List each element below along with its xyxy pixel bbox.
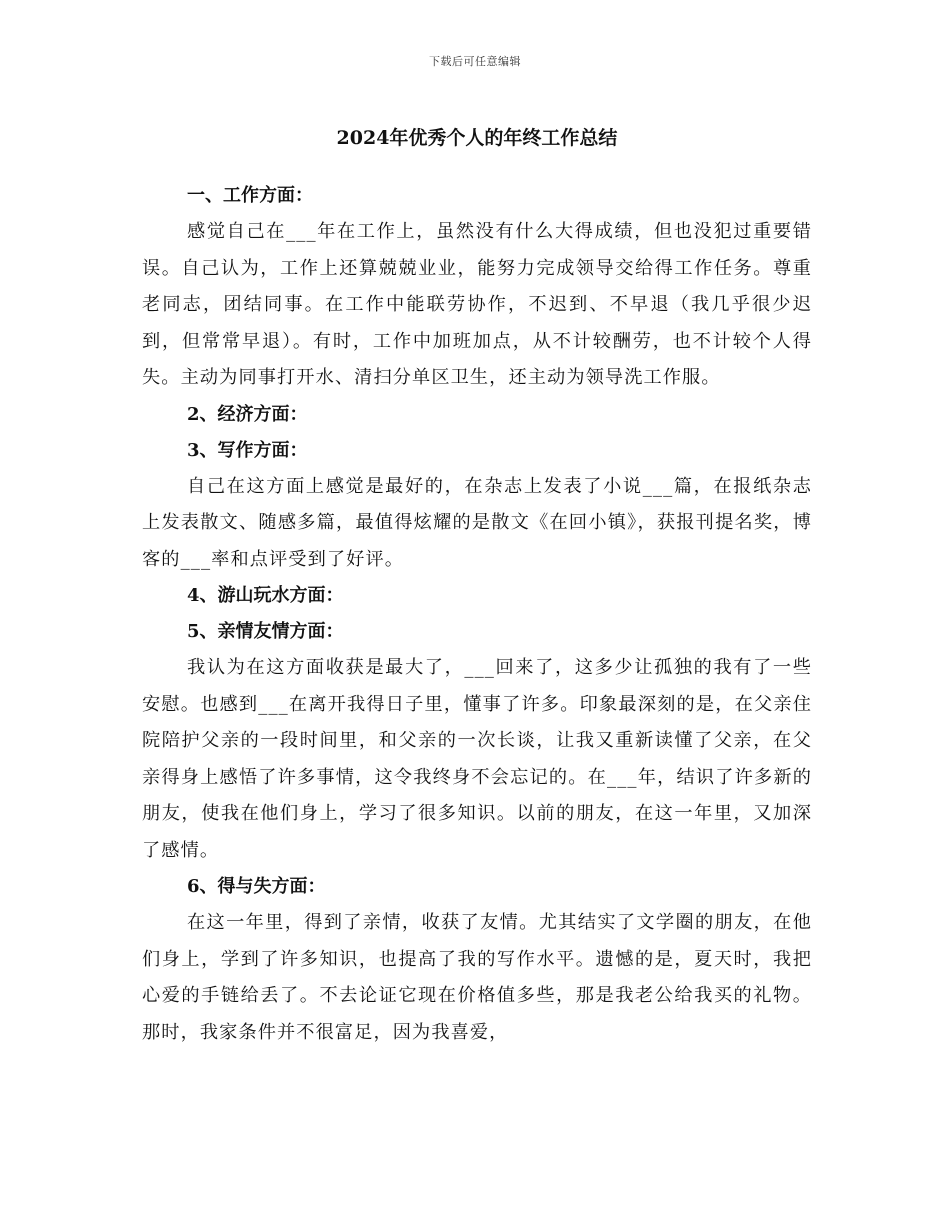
section-heading-work: 一、工作方面： (187, 185, 313, 206)
document-body (142, 118, 812, 1051)
document-title: 2024年优秀个人的年终工作总结 (336, 127, 618, 149)
section-heading-gains-losses: 6、得与失方面： (187, 876, 326, 897)
section-paragraph-family-friends: 我认为在这方面收获是最大了，___回来了，这多少让孤独的我有了一些安慰。也感到___在离开我得日子里，懂事了许多。印象最深刻的是，在父亲住院陪护父亲的一段时间里，和父亲的一次长谈，让我又重新读懂了父亲，在父亲得身上感悟了许多事情，这令我终身不会忘记的。在___年，结识了许多新的朋友，使我在他们身上，学习了很多知识。以前的朋友，在这一年里，又加深了感情。 (142, 657, 812, 861)
section-heading-economy: 2、经济方面： (187, 403, 308, 425)
section-paragraph-work: 感觉自己在___年在工作上，虽然没有什么大得成绩，但也没犯过重要错误。自己认为，工作上还算兢兢业业，能努力完成领导交给得工作任务。尊重老同志，团结同事。在工作中能联劳协作，不迟到、不早退（我几乎很少迟到，但常常早退）。有时，工作中加班加点，从不计较酬劳，也不计较个人得失。主动为同事打开水、清扫分单区卫生，还主动为领导洗工作服。 (142, 221, 812, 388)
page-header-note: 下载后可任意编辑 (429, 55, 521, 68)
section-paragraph-gains-losses: 在这一年里，得到了亲情，收获了友情。尤其结实了文学圈的朋友，在他们身上，学到了许多知识，也提高了我的写作水平。遗憾的是，夏天时，我把心爱的手链给丢了。不去论证它现在价格值多些，那是我老公给我买的礼物。那时，我家条件并不很富足，因为我喜爱， (142, 912, 812, 1043)
section-paragraph-writing: 自己在这方面上感觉是最好的，在杂志上发表了小说___篇，在报纸杂志上发表散文、随感多篇，最值得炫耀的是散文《在回小镇》，获报刊提名奖，博客的___率和点评受到了好评。 (142, 475, 812, 570)
section-heading-family-friends: 5、亲情友情方面： (187, 621, 344, 642)
section-heading-travel: 4、游山玩水方面： (187, 585, 344, 606)
section-heading-writing: 3、写作方面： (187, 439, 308, 461)
